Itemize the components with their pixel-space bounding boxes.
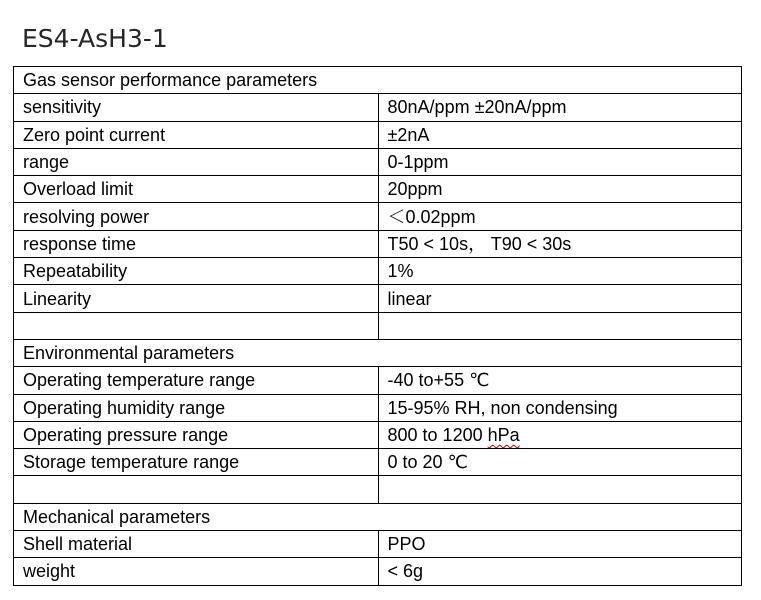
param-label: range [14, 148, 379, 175]
table-row [14, 203, 742, 230]
table-row [14, 449, 742, 476]
param-label: resolving power [14, 203, 379, 230]
param-value: 0 to 20 ℃ [378, 449, 741, 476]
param-label [14, 312, 379, 339]
param-label: Operating humidity range [14, 394, 379, 421]
table-row [14, 421, 742, 448]
param-value [378, 421, 741, 448]
param-value [378, 476, 741, 503]
table-row [14, 94, 742, 121]
param-value [378, 312, 741, 339]
param-label: weight [14, 558, 379, 585]
table-row [14, 531, 742, 558]
spec-table [13, 66, 742, 586]
spellcheck-marked-unit: hPa [487, 425, 520, 445]
table-row [14, 230, 742, 257]
param-label [14, 476, 379, 503]
table-row [14, 258, 742, 285]
param-value: < 6g [378, 558, 741, 585]
param-label: sensitivity [14, 94, 379, 121]
section-header-row [14, 503, 742, 530]
section-header-row [14, 67, 742, 94]
param-label: Overload limit [14, 176, 379, 203]
table-row [14, 176, 742, 203]
section-header-row [14, 339, 742, 366]
section-header-environmental: Environmental parameters [14, 339, 742, 366]
param-label: Shell material [14, 531, 379, 558]
param-value: ＜0.02ppm [378, 203, 741, 230]
table-row [14, 148, 742, 175]
param-value: 20ppm [378, 176, 741, 203]
param-value: 0-1ppm [378, 148, 741, 175]
table-row [14, 121, 742, 148]
page-title: ES4-AsH3-1 [22, 24, 168, 53]
param-label: Linearity [14, 285, 379, 312]
param-value: 1% [378, 258, 741, 285]
param-value: PPO [378, 531, 741, 558]
param-value-prefix: 800 to 1200 [387, 425, 488, 445]
param-label: Zero point current [14, 121, 379, 148]
param-value: 15-95% RH, non condensing [378, 394, 741, 421]
section-header-mechanical: Mechanical parameters [14, 503, 742, 530]
table-row [14, 285, 742, 312]
section-header-gas-sensor-performance: Gas sensor performance parameters [14, 67, 742, 94]
param-label: Operating temperature range [14, 367, 379, 394]
param-value: ±2nA [378, 121, 741, 148]
table-row [14, 558, 742, 585]
param-label: response time [14, 230, 379, 257]
param-value: T50 < 10s， T90 < 30s [378, 230, 741, 257]
table-row [14, 367, 742, 394]
param-label: Repeatability [14, 258, 379, 285]
table-row [14, 394, 742, 421]
param-value: -40 to+55 ℃ [378, 367, 741, 394]
param-value: linear [378, 285, 741, 312]
empty-row [14, 312, 742, 339]
param-value: 80nA/ppm ±20nA/ppm [378, 94, 741, 121]
param-label: Operating pressure range [14, 421, 379, 448]
param-label: Storage temperature range [14, 449, 379, 476]
empty-row [14, 476, 742, 503]
